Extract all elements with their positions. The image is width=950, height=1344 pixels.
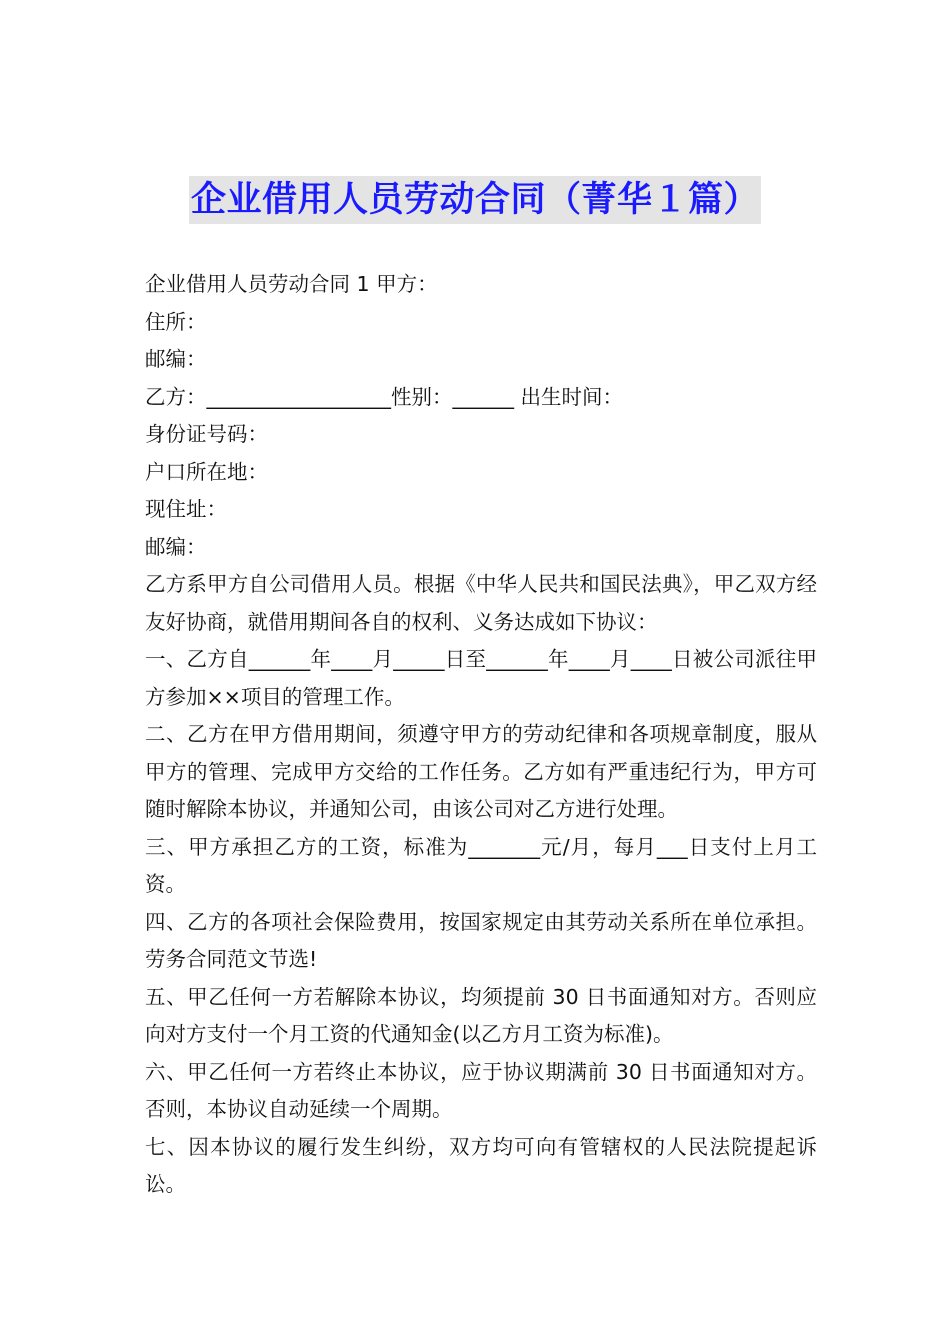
clause-4: 四、乙方的各项社会保险费用，按国家规定由其劳动关系所在单位承担。劳务合同范文节选! (145, 909, 817, 971)
postcode-line: 邮编： (145, 347, 207, 371)
clause-1: 一、乙方自______年____月_____日至______年____月____日被公司派往甲方参加××项目的管理工作。 (145, 647, 817, 709)
document-body (145, 266, 817, 1204)
party-a-line: 企业借用人员劳动合同 1 甲方： (145, 272, 438, 296)
id-number-line: 身份证号码： (145, 422, 268, 446)
preamble-paragraph: 乙方系甲方自公司借用人员。根据《中华人民共和国民法典》，甲乙双方经友好协商，就借用期间各自的权利、义务达成如下协议： (145, 572, 817, 634)
current-address-line: 现住址： (145, 497, 227, 521)
address-line: 住所： (145, 309, 207, 334)
party-b-line: 乙方：__________________性别：______ 出生时间： (145, 384, 624, 409)
postcode-line-2: 邮编： (145, 534, 207, 559)
clause-7: 七、因本协议的履行发生纠纷，双方均可向有管辖权的人民法院提起诉讼。 (145, 1134, 817, 1196)
clause-3: 三、甲方承担乙方的工资，标准为_______元/月，每月___日支付上月工资。 (145, 834, 817, 896)
household-registration-line: 户口所在地： (145, 459, 268, 484)
clause-2: 二、乙方在甲方借用期间，须遵守甲方的劳动纪律和各项规章制度，服从甲方的管理、完成甲方交给的工作任务。乙方如有严重违纪行为，甲方可随时解除本协议，并通知公司，由该公司对乙方进行处理。 (145, 722, 817, 821)
clause-6: 六、甲乙任何一方若终止本协议，应于协议期满前 30 日书面通知对方。否则，本协议自动延续一个周期。 (145, 1059, 817, 1121)
clause-5: 五、甲乙任何一方若解除本协议，均须提前 30 日书面通知对方。否则应向对方支付一个月工资的代通知金(以乙方月工资为标准)。 (145, 984, 817, 1046)
title-block (0, 176, 950, 224)
document-title: 企业借用人员劳动合同（菁华１篇） (189, 176, 761, 224)
